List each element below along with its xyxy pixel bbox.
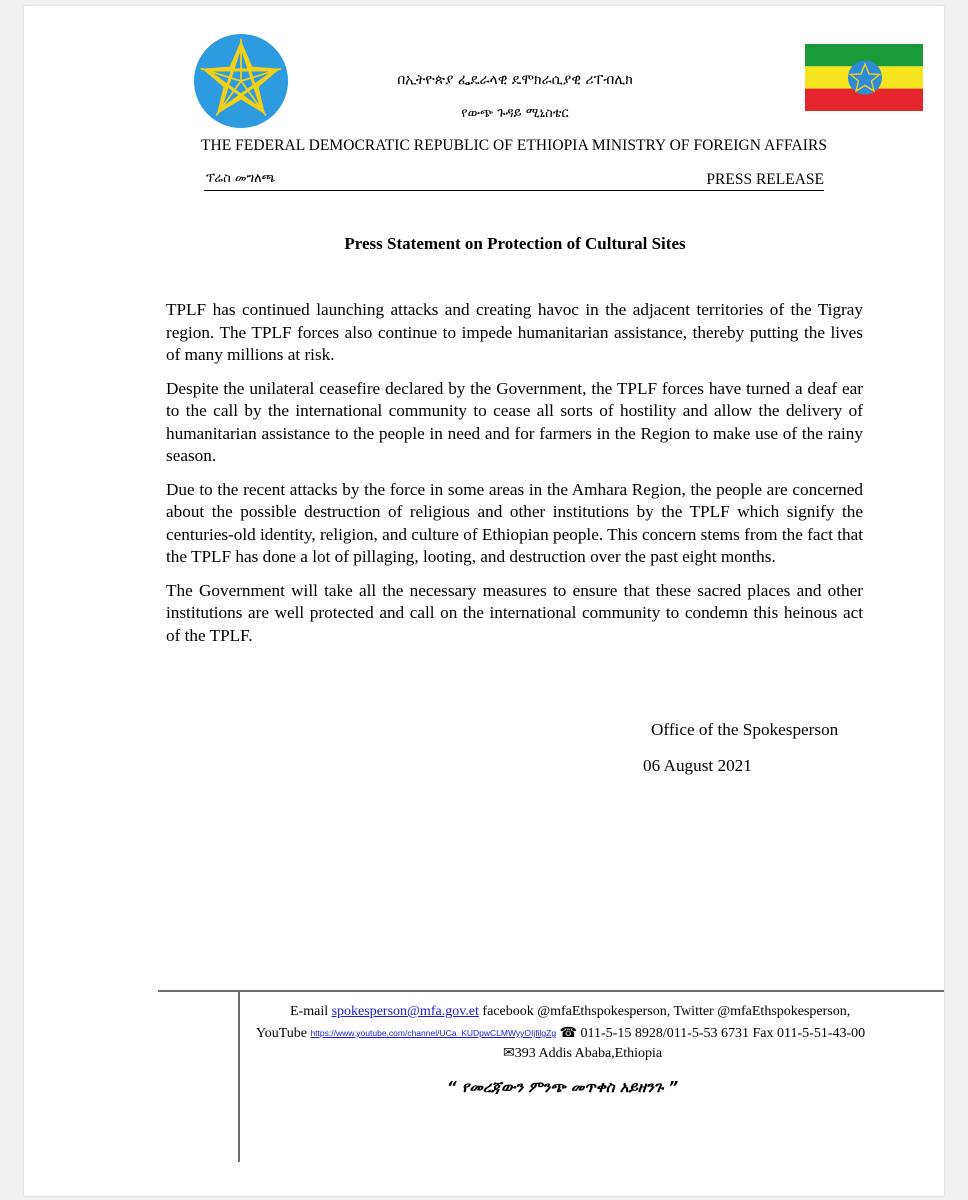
footer-contact-line-2: [256, 1025, 865, 1042]
mail-icon: ✉: [503, 1046, 515, 1061]
statement-body: [166, 299, 863, 658]
paragraph-1: TPLF has continued launching attacks and creating havoc in the adjacent territories of the Tigray region. The TPLF forces also continue to impede humanitarian assistance, thereby putting the lives of many millions at risk.: [166, 300, 863, 364]
phone-icon: ☎: [559, 1026, 578, 1041]
footer-vertical-divider: [238, 992, 240, 1162]
office-signature: Office of the Spokesperson: [651, 720, 839, 739]
social-handles: facebook @mfaEthspokesperson, Twitter @mfaEthspokesperson,: [478, 1004, 851, 1019]
email-link[interactable]: spokesperson@mfa.gov.et: [331, 1004, 479, 1019]
email-label: E-mail: [290, 1004, 332, 1019]
paragraph-2: Despite the unilateral ceasefire declared by the Government, the TPLF forces have turned a deaf ear to the call by the international community to cease all sorts of hostility and allow the delivery of humanitarian assistance to the people in need and for farmers in the Region to make use of the rainy season.: [166, 378, 863, 465]
footer-contact-line-3: [503, 1045, 662, 1062]
paragraph-4: The Government will take all the necessary measures to ensure that these sacred places and other institutions are well protected and call on the international community to condemn this heinous act of the TPLF.: [166, 580, 863, 645]
footer-divider: [158, 990, 944, 992]
press-release-rule: [204, 170, 824, 191]
paragraph-3: Due to the recent attacks by the force in some areas in the Amhara Region, the people are concerned about the possible destruction of religious and other institutions by the TPLF which signify the centuries-old identity, religion, and culture of Ethiopian people. This concern stems from the fact that the TPLF has done a lot of pillaging, looting, and destruction over the past eight months.: [166, 479, 863, 566]
youtube-label: YouTube: [256, 1026, 311, 1041]
footer-contact-line-1: [290, 1004, 850, 1020]
footer-motto: “ የመረጃውን ምንጭ መጥቀስ አይዘንጉ ”: [447, 1078, 679, 1096]
statement-date: 06 August 2021: [643, 756, 752, 775]
phone-numbers: 011-5-15 8928/011-5-53 6731 Fax 011-5-51-43-00: [577, 1026, 866, 1041]
youtube-link[interactable]: https://www.youtube.com/channel/UCa_KUDpwCLMWyyOIjfilgZg: [310, 1028, 557, 1038]
header-amharic-country: በኢትዮጵያ ፌዴራላዊ ዴሞክራሲያዊ ሪፐብሊክ: [397, 72, 633, 88]
press-release-english: PRESS RELEASE: [706, 171, 824, 188]
statement-title: Press Statement on Protection of Cultural Sites: [344, 234, 686, 253]
press-release-amharic: ፕሬስ መግለጫ: [206, 171, 276, 186]
header-english-title: THE FEDERAL DEMOCRATIC REPUBLIC OF ETHIOPIA MINISTRY OF FOREIGN AFFAIRS: [200, 137, 828, 154]
postal-address: 393 Addis Ababa,Ethiopia: [514, 1046, 663, 1061]
header-amharic-ministry: የውጭ ጉዳይ ሚኒስቴር: [461, 106, 569, 121]
